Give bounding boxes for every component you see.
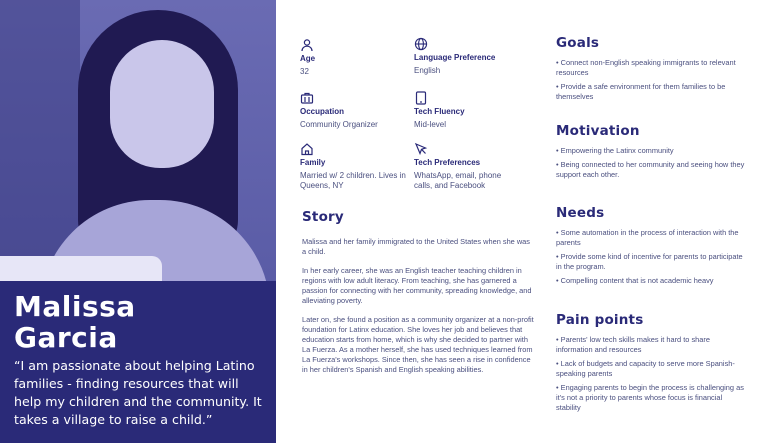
- list-item: • Provide a safe environment for them families to be themselves: [556, 82, 726, 101]
- list-item: • Compelling content that is not academic heavy: [556, 276, 714, 285]
- photo-face: [110, 40, 214, 168]
- attribute-family: [300, 142, 410, 191]
- story-section: [302, 209, 534, 375]
- name-panel: [0, 281, 276, 443]
- needs-title: Needs: [556, 205, 605, 221]
- attribute-label: Family: [300, 158, 326, 167]
- list-item: • Provide some kind of incentive for parents to participate in the program.: [556, 252, 743, 271]
- globe-icon: [414, 37, 428, 51]
- list-item: • Parents' low tech skills makes it hard to share information and resources: [556, 335, 710, 354]
- story-paragraph: In her early career, she was an English teacher teaching children in regions with low adult literacy. From teaching, she has garnered a passion for connecting with her community, spreading knowledge, and alleviating poverty.: [302, 266, 532, 305]
- tablet-icon: [414, 91, 428, 105]
- attribute-tech-preferences: [414, 142, 514, 191]
- persona-name-last: Garcia: [14, 321, 118, 354]
- goals-title: Goals: [556, 35, 600, 51]
- attribute-label: Tech Preferences: [414, 158, 481, 167]
- persona-photo: [0, 0, 276, 281]
- photo-laptop: [0, 256, 162, 281]
- pain-points-title: Pain points: [556, 312, 644, 328]
- attribute-value: 32: [300, 67, 309, 76]
- attribute-value: Mid-level: [414, 120, 447, 129]
- list-item: • Some automation in the process of interaction with the parents: [556, 228, 739, 247]
- home-icon: [300, 142, 314, 156]
- needs-section: [556, 205, 746, 290]
- attribute-value: Community Organizer: [300, 120, 378, 129]
- attribute-value: English: [414, 66, 441, 75]
- story-title: Story: [302, 209, 344, 225]
- motivation-section: [556, 123, 746, 184]
- attribute-tech-fluency: [414, 91, 524, 130]
- story-paragraph: Malissa and her family immigrated to the United States when she was a child.: [302, 237, 530, 256]
- list-item: • Being connected to her community and seeing how they support each other.: [556, 160, 745, 179]
- goals-section: [556, 35, 746, 106]
- persona-quote: “I am passionate about helping Latino families - finding resources that will help my children and the community. It takes a village to raise a child.”: [14, 358, 262, 427]
- attribute-value: Married w/ 2 children. Lives in Queens, NY: [300, 171, 406, 190]
- attribute-label: Tech Fluency: [414, 107, 465, 116]
- cursor-icon: [414, 142, 428, 156]
- list-item: • Connect non-English speaking immigrants to relevant resources: [556, 58, 736, 77]
- attribute-label: Language Preference: [414, 53, 496, 62]
- list-item: • Lack of budgets and capacity to serve more Spanish-speaking parents: [556, 359, 735, 378]
- attribute-label: Age: [300, 54, 316, 63]
- story-paragraph: Later on, she found a position as a community organizer at a non-profit foundation for Latinx education. She loves her job and believes that education starts from home, which is why she decided to partner with La Fuerza. As a mother herself, she has used techniques learned from La Fuerza's workshops. Since then, she has seen a rise in confidence in her children's Spanish and English speaking abilities.: [302, 315, 534, 374]
- attribute-occupation: [300, 91, 410, 130]
- person-icon: [300, 38, 314, 52]
- attribute-language: [414, 37, 524, 76]
- persona-name-first: Malissa: [14, 290, 136, 323]
- attribute-age: [300, 38, 410, 77]
- briefcase-icon: [300, 91, 314, 105]
- motivation-title: Motivation: [556, 123, 640, 139]
- list-item: • Engaging parents to begin the process is challenging as it's not a priority to parents whose focus is financial stability: [556, 383, 744, 412]
- list-item: • Empowering the Latinx community: [556, 146, 674, 155]
- attribute-value: WhatsApp, email, phone calls, and Facebook: [414, 171, 502, 190]
- pain-points-section: [556, 312, 746, 417]
- attribute-label: Occupation: [300, 107, 345, 116]
